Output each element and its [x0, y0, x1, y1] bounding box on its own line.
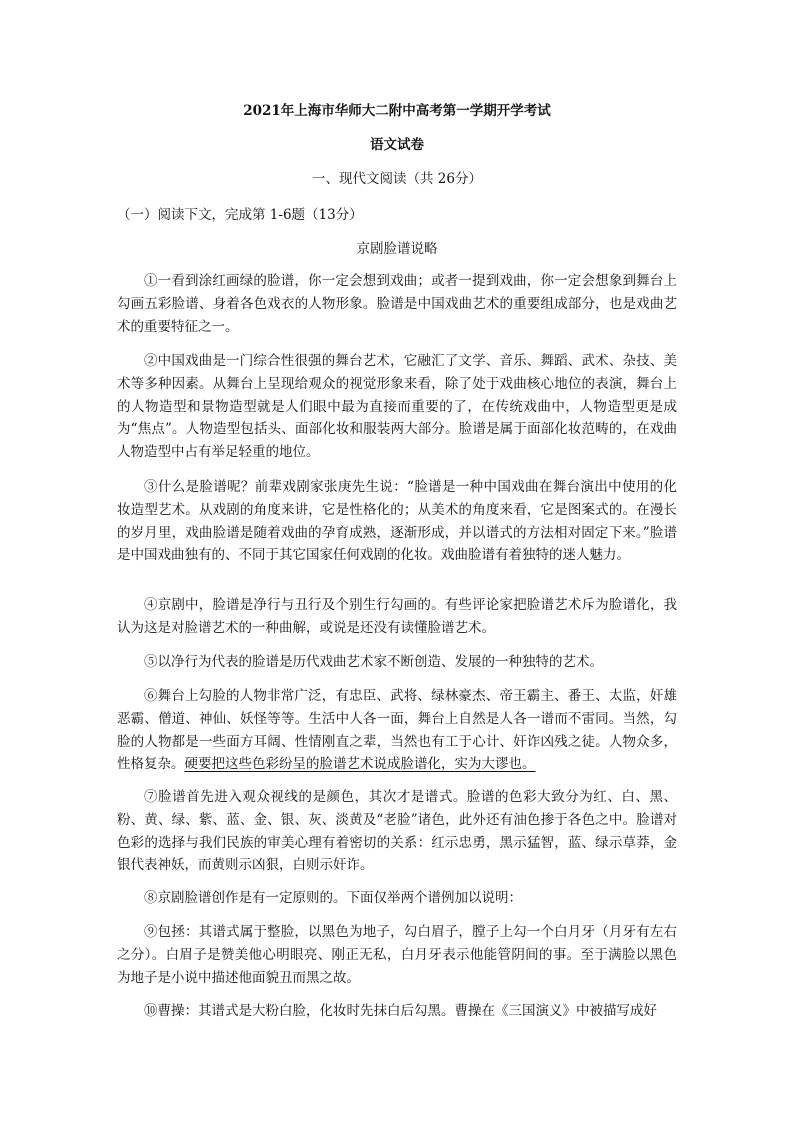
paragraph-1: ①一看到涂红画绿的脸谱，你一定会想到戏曲；或者一提到戏曲，你一定会想象到舞台上勾画五彩脸谱、身着各色戏衣的人物形象。脸谱是中国戏曲艺术的重要组成部分，也是戏曲艺术的重要特征之一。 [117, 273, 677, 335]
article-title: 京剧脸谱说略 [356, 241, 438, 257]
paragraph-8: ⑧京剧脸谱创作是有一定原则的。下面仅举两个谱例加以说明： [144, 890, 522, 906]
paragraph-2: ②中国戏曲是一门综合性很强的舞台艺术，它融汇了文学、音乐、舞蹈、武术、杂技、美术等多种因素。从舞台上呈现给观众的视觉形象来看，除了处于戏曲核心地位的表演，舞台上的人物造型和景物造型就是人们眼中最为直接而重要的了，在传统戏曲中，人物造型更是成为“焦点”。人物造型包括头、面部化妆和服装两大部分。脸谱是属于面部化妆范畴的，在戏曲人物造型中占有举足轻重的地位。 [117, 353, 677, 461]
subject-title: 语文试卷 [370, 137, 424, 153]
paragraph-3: ③什么是脸谱呢？前辈戏剧家张庚先生说：“脸谱是一种中国戏曲在舞台演出中使用的化妆造型艺术。从戏剧的角度来讲，它是性格化的；从美术的角度来看，它是图案式的。在漫长的岁月里，戏曲脸谱是随着戏曲的孕育成熟，逐渐形成，并以谱式的方法相对固定下来。”脸谱是中国戏曲独有的、不同于其它国家任何戏剧的化妆。戏曲脸谱有着独特的迷人魅力。 [117, 479, 677, 564]
underlined-sentence: 硬要把这些色彩纷呈的脸谱艺术说成脸谱化，实为大谬也。 [184, 756, 536, 773]
exam-title: 2021年上海市华师大二附中高考第一学期开学考试 [243, 103, 551, 119]
paragraph-10: ⑩曹操：其谱式是大粉白脸，化妆时先抹白后勾黑。曹操在《三国演义》中被描写成好 [144, 1003, 657, 1019]
section-heading: 一、现代文阅读（共 26分） [312, 171, 482, 187]
paragraph-7: ⑦脸谱首先进入观众视线的是颜色，其次才是谱式。脸谱的色彩大致分为红、白、黑、粉、黄、绿、紫、蓝、金、银、灰、淡黄及“老脸”诸色，此外还有油色掺于各色之中。脸谱对色彩的选择与我们民族的审美心理有着密切的关系：红示忠勇，黑示猛智，蓝、绿示草莽，金银代表神妖，而黄则示凶狠，白则示奸诈。 [117, 789, 677, 874]
paragraph-5: ⑤以净行为代表的脸谱是历代戏曲艺术家不断创造、发展的一种独特的艺术。 [144, 654, 603, 670]
paragraph-6 [117, 685, 677, 776]
paragraph-9: ⑨包拯：其谱式属于整脸，以黑色为地子，勾白眉子，膛子上勾一个白月牙（月牙有左右之分）。白眉子是赞美他心明眼亮、刚正无私，白月牙表示他能管阴间的事。至于满脸以黑色为地子是小说中描述他面貌丑而黑之故。 [117, 924, 677, 986]
reading-instruction: （一）阅读下文，完成第 1-6题（13分） [117, 207, 363, 223]
paragraph-4: ④京剧中，脸谱是净行与丑行及个别生行勾画的。有些评论家把脸谱艺术斥为脸谱化，我认为这是对脸谱艺术的一种曲解，或说是还没有读懂脸谱艺术。 [117, 597, 677, 636]
paragraph-6-text: ⑥舞台上勾脸的人物非常广泛，有忠臣、武将、绿林豪杰、帝王霸主、番王、太监，奸雄恶霸、僧道、神仙、妖怪等等。生活中人各一面，舞台上自然是人各一谱而不雷同。当然，勾脸的人物都是一些面方耳阔、性情刚直之辈，当然也有工于心计、奸诈凶残之徒。人物众多，性格复杂。 [117, 688, 677, 773]
